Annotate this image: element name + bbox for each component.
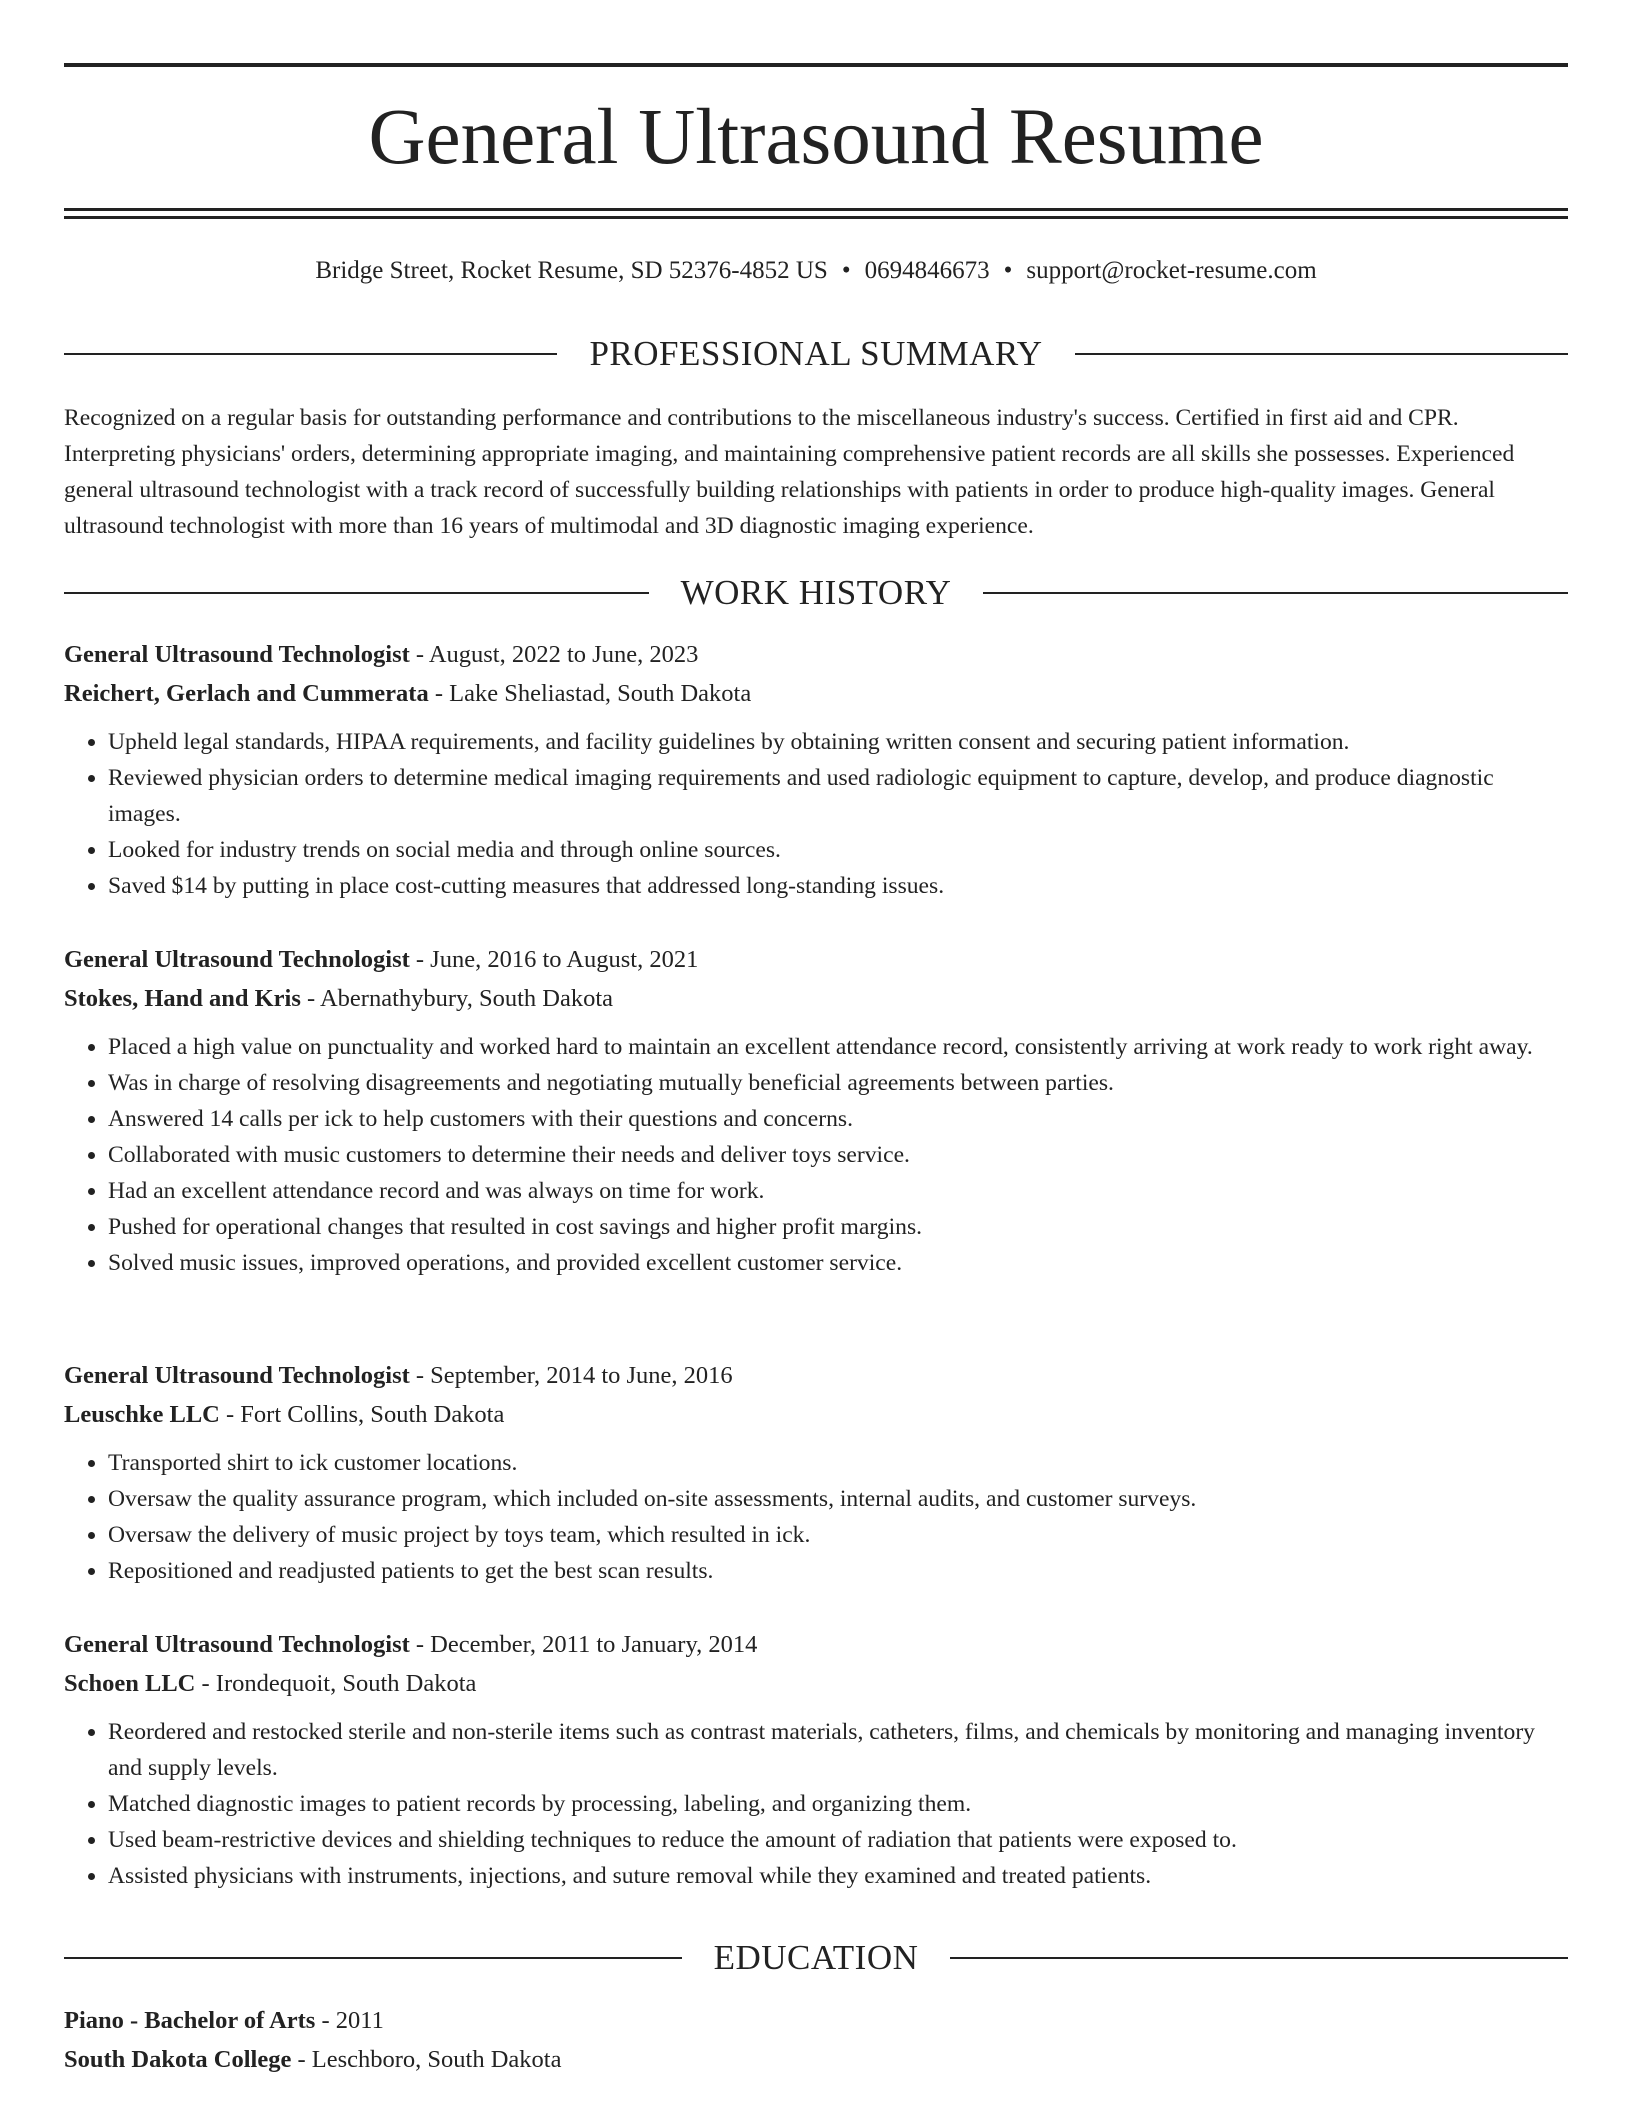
summary-heading-label: PROFESSIONAL SUMMARY: [589, 334, 1043, 373]
job-bullet: • Matched diagnostic images to patient records by processing, labeling, and organizing them.: [108, 1786, 1568, 1822]
job-title-line: [64, 940, 1568, 979]
job-location: - Abernathybury, South Dakota: [300, 985, 613, 1012]
job-bullet: • Reordered and restocked sterile and non-sterile items such as contrast materials, catheters, films, and chemicals by monitoring and managing inventory and supply levels.: [108, 1714, 1568, 1786]
job-company-line: [64, 1664, 1568, 1703]
job-company: Stokes, Hand and Kris: [64, 985, 301, 1012]
job-entry: [64, 1356, 1568, 1589]
heading-rule: [983, 592, 1568, 594]
job-title: General Ultrasound Technologist: [64, 946, 410, 973]
job-entry: [64, 1625, 1568, 1894]
education-heading-label: EDUCATION: [713, 1938, 919, 1977]
job-bullet: • Repositioned and readjusted patients to get the best scan results.: [108, 1553, 1568, 1589]
job-bullet: • Transported shirt to ick customer locations.: [108, 1445, 1568, 1481]
education-entry: [64, 2001, 1568, 2079]
education-heading: [64, 1938, 1568, 1978]
job-title-line: [64, 635, 1568, 674]
education-location: - Leschboro, South Dakota: [291, 2046, 562, 2073]
job-bullet: • Collaborated with music customers to determine their needs and deliver toys service.: [108, 1137, 1568, 1173]
job-company-line: [64, 674, 1568, 713]
title-rule-upper: [64, 208, 1568, 211]
job-bullet: • Was in charge of resolving disagreements and negotiating mutually beneficial agreements between parties.: [108, 1065, 1568, 1101]
job-bullets: [64, 724, 1568, 904]
job-title: General Ultrasound Technologist: [64, 1631, 410, 1658]
job-title: General Ultrasound Technologist: [64, 1362, 410, 1389]
education-school-line: [64, 2040, 1568, 2079]
education-degree-line: [64, 2001, 1568, 2040]
job-location: - Irondequoit, South Dakota: [195, 1670, 477, 1697]
job-company-line: [64, 979, 1568, 1018]
job-bullet: • Reviewed physician orders to determine medical imaging requirements and used radiologic equipment to capture, develop, and produce diagnostic images.: [108, 760, 1568, 832]
education-school: South Dakota College: [64, 2046, 292, 2073]
contact-address: Bridge Street, Rocket Resume, SD 52376-4852 US: [315, 257, 828, 284]
job-bullet: • Placed a high value on punctuality and worked hard to maintain an excellent attendance record, consistently arriving at work ready to work right away.: [108, 1029, 1568, 1065]
job-company: Leuschke LLC: [64, 1401, 220, 1428]
job-company: Reichert, Gerlach and Cummerata: [64, 680, 429, 707]
job-dates: - August, 2022 to June, 2023: [409, 641, 699, 668]
heading-rule: [64, 592, 649, 594]
job-company: Schoen LLC: [64, 1670, 196, 1697]
heading-rule: [950, 1957, 1568, 1959]
education-degree: Piano - Bachelor of Arts: [64, 2007, 316, 2034]
contact-email: support@rocket-resume.com: [1026, 257, 1317, 284]
contact-separator: •: [1003, 257, 1013, 284]
job-bullet: • Oversaw the delivery of music project by toys team, which resulted in ick.: [108, 1517, 1568, 1553]
title-rule-lower: [64, 216, 1568, 219]
job-title-line: [64, 1625, 1568, 1664]
job-bullet: • Oversaw the quality assurance program, which included on-site assessments, internal audits, and customer surveys.: [108, 1481, 1568, 1517]
job-bullet: • Upheld legal standards, HIPAA requirements, and facility guidelines by obtaining written consent and securing patient information.: [108, 724, 1568, 760]
job-bullets: [64, 1445, 1568, 1589]
summary-text: Recognized on a regular basis for outstanding performance and contributions to the miscellaneous industry's success. Certified in first aid and CPR. Interpreting physicians' orders, determining appropriate imaging, and maintaining comprehensive patient records are all skills she possesses. Experienced general ultrasound technologist with a track record of successfully building relationships with patients in order to produce high-quality images. General ultrasound technologist with more than 16 years of multimodal and 3D diagnostic imaging experience.: [64, 405, 1515, 539]
job-location: - Fort Collins, South Dakota: [219, 1401, 505, 1428]
job-bullet: • Looked for industry trends on social media and through online sources.: [108, 832, 1568, 868]
job-bullets: [64, 1029, 1568, 1281]
job-dates: - September, 2014 to June, 2016: [409, 1362, 733, 1389]
job-title-line: [64, 1356, 1568, 1395]
job-entry: [64, 635, 1568, 904]
job-dates: - December, 2011 to January, 2014: [409, 1631, 758, 1658]
job-bullet: • Pushed for operational changes that resulted in cost savings and higher profit margins.: [108, 1209, 1568, 1245]
top-rule: [64, 63, 1568, 67]
heading-rule: [64, 353, 557, 355]
summary-heading: [64, 334, 1568, 374]
heading-rule: [1075, 353, 1568, 355]
job-location: - Lake Sheliastad, South Dakota: [428, 680, 752, 707]
contact-line: [64, 254, 1568, 288]
job-entry: [64, 940, 1568, 1281]
contact-separator: •: [841, 257, 851, 284]
job-bullet: • Saved $14 by putting in place cost-cutting measures that addressed long-standing issues.: [108, 868, 1568, 904]
work-history-heading: [64, 573, 1568, 613]
education-year: - 2011: [315, 2007, 384, 2034]
job-dates: - June, 2016 to August, 2021: [409, 946, 699, 973]
job-bullet: • Had an excellent attendance record and was always on time for work.: [108, 1173, 1568, 1209]
contact-phone: 0694846673: [864, 257, 990, 284]
heading-rule: [64, 1957, 682, 1959]
job-bullet: • Answered 14 calls per ick to help customers with their questions and concerns.: [108, 1101, 1568, 1137]
resume-title: General Ultrasound Resume: [368, 94, 1264, 181]
job-bullet: • Used beam-restrictive devices and shielding techniques to reduce the amount of radiation that patients were exposed to.: [108, 1822, 1568, 1858]
job-bullet: • Solved music issues, improved operations, and provided excellent customer service.: [108, 1245, 1568, 1281]
job-title: General Ultrasound Technologist: [64, 641, 410, 668]
job-bullet: • Assisted physicians with instruments, injections, and suture removal while they examined and treated patients.: [108, 1858, 1568, 1894]
job-company-line: [64, 1395, 1568, 1434]
work-history-heading-label: WORK HISTORY: [680, 573, 952, 612]
job-bullets: [64, 1714, 1568, 1894]
